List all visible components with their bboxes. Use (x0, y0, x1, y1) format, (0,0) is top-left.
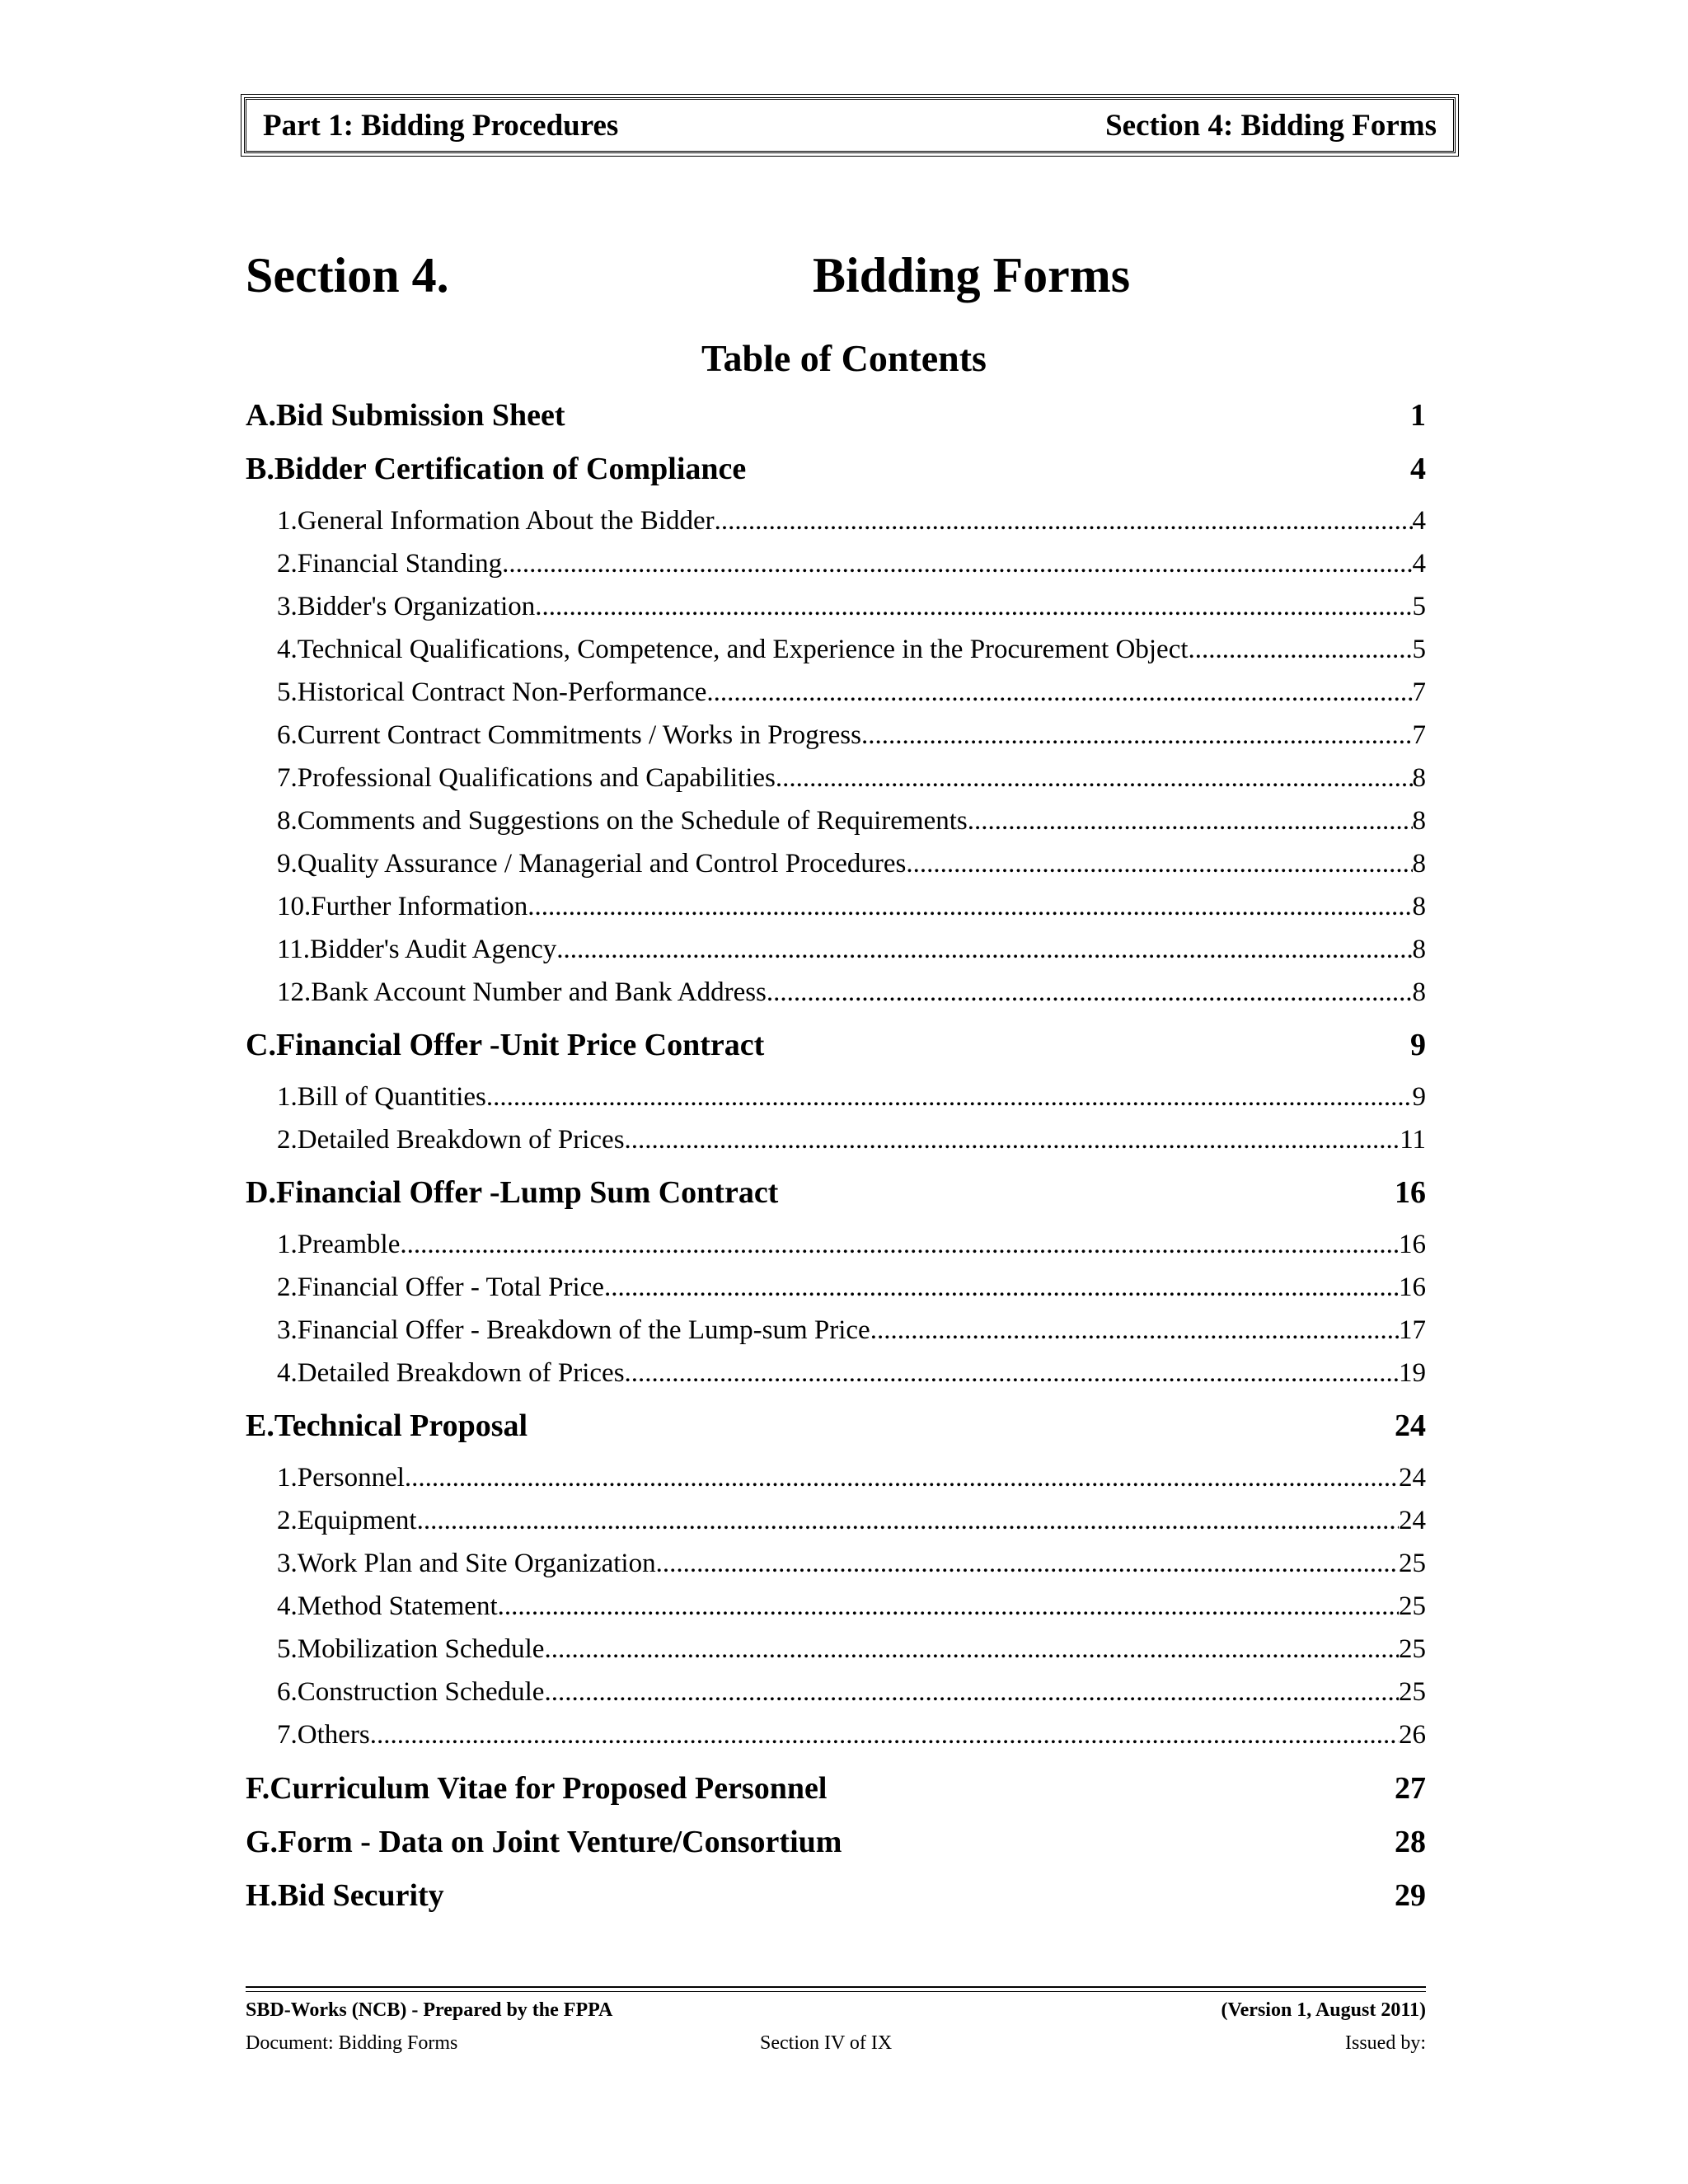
toc-item[interactable] (277, 1506, 1426, 1536)
toc-item[interactable] (277, 892, 1426, 922)
toc-section-g[interactable] (246, 1824, 1426, 1860)
toc-item[interactable] (277, 506, 1426, 537)
toc-item-label: 1.Preamble (277, 1230, 401, 1259)
section-number: Section 4. (246, 248, 449, 302)
toc-item[interactable] (277, 677, 1426, 708)
toc-item-page: 16 (1399, 1272, 1426, 1302)
toc-item[interactable] (277, 1720, 1426, 1750)
header-part-label: Part 1: Bidding Procedures (263, 108, 619, 143)
toc-section-page: 9 (1410, 1028, 1426, 1062)
toc-item-page: 16 (1399, 1230, 1426, 1259)
toc-item-label: 2.Financial Standing (277, 549, 503, 579)
footer-document: Document: Bidding Forms (246, 2032, 458, 2054)
toc-item-page: 17 (1399, 1315, 1426, 1345)
toc-leader-dots (656, 1549, 1399, 1579)
header-section-label: Section 4: Bidding Forms (1105, 108, 1437, 143)
toc-item-label: 10.Further Information (277, 892, 528, 921)
toc-item-page: 11 (1400, 1125, 1426, 1155)
toc-section-label: C.Financial Offer -Unit Price Contract (246, 1028, 765, 1062)
toc-item-label: 5.Mobilization Schedule (277, 1634, 545, 1664)
toc-item-label: 4.Technical Qualifications, Competence, and Experience in the Procurement Object (277, 635, 1189, 664)
toc-item[interactable] (277, 1082, 1426, 1113)
toc-item-page: 26 (1399, 1720, 1426, 1750)
toc-item-label: 12.Bank Account Number and Bank Address (277, 977, 767, 1007)
toc-item-page: 5 (1412, 592, 1426, 621)
toc-section-a[interactable] (246, 397, 1426, 434)
footer-rule (246, 1986, 1426, 1988)
toc-item[interactable] (277, 1272, 1426, 1303)
toc-item-label: 3.Work Plan and Site Organization (277, 1549, 656, 1578)
toc-item-label: 4.Detailed Breakdown of Prices (277, 1358, 625, 1388)
toc-section-page: 28 (1395, 1825, 1426, 1859)
toc-section-b[interactable] (246, 451, 1426, 487)
toc-section-label: G.Form - Data on Joint Venture/Consortium (246, 1825, 842, 1859)
toc-item-page: 25 (1399, 1634, 1426, 1664)
toc-item[interactable] (277, 1315, 1426, 1346)
toc-leader-dots (405, 1463, 1399, 1493)
toc-leader-dots (556, 935, 1412, 965)
toc-leader-dots (486, 1082, 1413, 1113)
toc-section-page: 24 (1395, 1408, 1426, 1443)
toc-leader-dots (604, 1272, 1399, 1303)
toc-item[interactable] (277, 763, 1426, 794)
toc-item[interactable] (277, 1125, 1426, 1155)
toc-leader-dots (400, 1230, 1399, 1260)
footer-rule (246, 1991, 1426, 1992)
toc-item[interactable] (277, 806, 1426, 837)
toc-item-page: 8 (1412, 892, 1426, 921)
toc-leader-dots (870, 1315, 1399, 1346)
toc-leader-dots (370, 1720, 1399, 1750)
toc-leader-dots (1189, 635, 1413, 665)
toc-leader-dots (528, 892, 1412, 922)
toc-item-label: 4.Method Statement (277, 1591, 498, 1621)
toc-section-label: F.Curriculum Vitae for Proposed Personnel (246, 1771, 828, 1806)
toc-item-page: 24 (1399, 1463, 1426, 1493)
toc-item-label: 6.Current Contract Commitments / Works in Progress (277, 720, 861, 750)
toc-leader-dots (767, 977, 1413, 1008)
toc-item-page: 8 (1412, 935, 1426, 964)
toc-section-page: 1 (1410, 398, 1426, 433)
toc-leader-dots (502, 549, 1412, 579)
toc-item[interactable] (277, 849, 1426, 879)
toc-item[interactable] (277, 1463, 1426, 1493)
toc-item-page: 24 (1399, 1506, 1426, 1535)
toc-item[interactable] (277, 592, 1426, 622)
toc-item-label: 6.Construction Schedule (277, 1677, 545, 1707)
toc-item[interactable] (277, 549, 1426, 579)
toc-leader-dots (498, 1591, 1399, 1622)
toc-item[interactable] (277, 1591, 1426, 1622)
toc-leader-dots (776, 763, 1413, 794)
toc-item[interactable] (277, 1549, 1426, 1579)
toc-section-label: H.Bid Security (246, 1878, 444, 1913)
toc-item[interactable] (277, 1634, 1426, 1665)
toc-leader-dots (906, 849, 1412, 879)
toc-section-page: 16 (1395, 1175, 1426, 1210)
toc-leader-dots (861, 720, 1413, 751)
toc-item[interactable] (277, 1230, 1426, 1260)
toc-section-e[interactable] (246, 1408, 1426, 1444)
toc-section-h[interactable] (246, 1877, 1426, 1914)
toc-item[interactable] (277, 935, 1426, 965)
toc-leader-dots (625, 1358, 1399, 1389)
toc-section-page: 4 (1410, 452, 1426, 486)
toc-section-label: A.Bid Submission Sheet (246, 398, 565, 433)
toc-item-page: 25 (1399, 1677, 1426, 1707)
toc-item[interactable] (277, 720, 1426, 751)
toc-item-label: 8.Comments and Suggestions on the Schedule of Requirements (277, 806, 968, 836)
toc-section-f[interactable] (246, 1770, 1426, 1807)
toc-item-label: 2.Financial Offer - Total Price (277, 1272, 604, 1302)
footer-version: (Version 1, August 2011) (1221, 1999, 1426, 2021)
toc-item-label: 3.Bidder's Organization (277, 592, 536, 621)
toc-item-label: 7.Others (277, 1720, 370, 1750)
toc-section-c[interactable] (246, 1027, 1426, 1063)
toc-item-label: 7.Professional Qualifications and Capabilities (277, 763, 776, 793)
toc-item-page: 4 (1412, 506, 1426, 536)
toc-leader-dots (968, 806, 1413, 837)
toc-item-page: 19 (1399, 1358, 1426, 1388)
toc-section-page: 29 (1395, 1878, 1426, 1913)
toc-leader-dots (417, 1506, 1399, 1536)
toc-leader-dots (544, 1677, 1399, 1708)
toc-item-label: 1.General Information About the Bidder (277, 506, 715, 536)
toc-item-page: 25 (1399, 1591, 1426, 1621)
toc-item-page: 7 (1412, 720, 1426, 750)
toc-item-page: 25 (1399, 1549, 1426, 1578)
footer-section-count: Section IV of IX (760, 2032, 893, 2054)
footer-issued-by: Issued by: (1345, 2032, 1426, 2054)
toc-item[interactable] (277, 1358, 1426, 1389)
toc-leader-dots (706, 677, 1412, 708)
toc-section-d[interactable] (246, 1174, 1426, 1211)
footer-top-line (246, 1999, 1426, 2022)
section-name: Bidding Forms (813, 248, 1131, 302)
toc-section-label: D.Financial Offer -Lump Sum Contract (246, 1175, 779, 1210)
toc-item-page: 8 (1412, 806, 1426, 836)
toc-leader-dots (544, 1634, 1399, 1665)
toc-section-page: 27 (1395, 1771, 1426, 1806)
toc-title: Table of Contents (701, 337, 987, 379)
toc-item-page: 8 (1412, 849, 1426, 879)
footer-prepared-by: SBD-Works (NCB) - Prepared by the FPPA (246, 1999, 613, 2021)
toc-item-label: 11.Bidder's Audit Agency (277, 935, 557, 964)
toc-item-label: 3.Financial Offer - Breakdown of the Lump-sum Price (277, 1315, 870, 1345)
toc-item-label: 5.Historical Contract Non-Performance (277, 677, 707, 707)
toc-section-label: E.Technical Proposal (246, 1408, 528, 1443)
toc-item-label: 1.Bill of Quantities (277, 1082, 486, 1112)
toc-leader-dots (625, 1125, 1400, 1155)
toc-item-page: 4 (1412, 549, 1426, 579)
toc-item-label: 2.Detailed Breakdown of Prices (277, 1125, 625, 1155)
toc-item-page: 5 (1412, 635, 1426, 664)
toc-item-page: 9 (1412, 1082, 1426, 1112)
running-header (244, 97, 1456, 153)
toc-item-page: 8 (1412, 763, 1426, 793)
toc-item-label: 1.Personnel (277, 1463, 405, 1493)
toc-section-label: B.Bidder Certification of Compliance (246, 452, 747, 486)
toc-leader-dots (715, 506, 1413, 537)
toc-leader-dots (535, 592, 1412, 622)
toc-item[interactable] (277, 635, 1426, 665)
toc-item-label: 9.Quality Assurance / Managerial and Control Procedures (277, 849, 907, 879)
toc-item-label: 2.Equipment (277, 1506, 417, 1535)
toc-item-page: 8 (1412, 977, 1426, 1007)
toc-item[interactable] (277, 1677, 1426, 1708)
toc-item-page: 7 (1412, 677, 1426, 707)
toc-item[interactable] (277, 977, 1426, 1008)
